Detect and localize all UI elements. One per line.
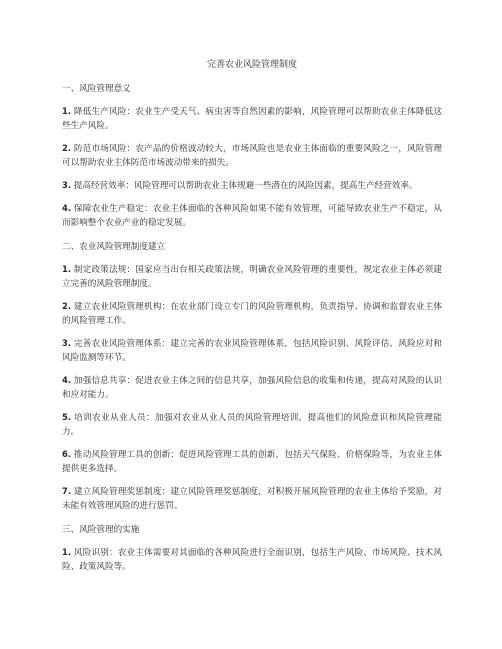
item-number: 5.: [62, 412, 72, 422]
item-number: 3.: [62, 180, 72, 190]
list-item: [62, 447, 442, 476]
item-number: 4.: [62, 375, 72, 385]
item-text: 提高经营效率：风险管理可以帮助农业主体规避一些潜在的风险因素，提高生产经营效率。: [73, 181, 418, 191]
list-item: [62, 104, 442, 133]
item-text: 建立农业风险管理机构：在农业部门设立专门的风险管理机构，负责指导、协调和监督农业主体的风险管理工作。: [62, 302, 442, 326]
list-item: [62, 410, 442, 439]
list-item: [62, 201, 442, 230]
item-text: 培训农业从业人员：加强对农业从业人员的风险管理培训，提高他们的风险意识和风险管理能力。: [62, 413, 442, 437]
list-item: [62, 262, 442, 291]
list-item: [62, 299, 442, 328]
item-text: 保障农业生产稳定：农业主体面临的各种风险如果不能有效管理，可能导致农业生产不稳定，从而影响整个农业产业的稳定发展。: [62, 204, 442, 228]
document-page: [62, 58, 442, 582]
item-number: 2.: [62, 143, 72, 153]
item-number: 1.: [62, 106, 72, 116]
item-text: 加强信息共享：促进农业主体之间的信息共享，加强风险信息的收集和传递，提高对风险的认识和应对能力。: [62, 376, 442, 400]
list-item: [62, 545, 442, 574]
item-number: 3.: [62, 338, 72, 348]
list-item: [62, 484, 442, 513]
item-number: 6.: [62, 449, 72, 459]
list-item: [62, 141, 442, 170]
item-number: 1.: [62, 264, 72, 274]
item-text: 防范市场风险：农产品的价格波动较大，市场风险也是农业主体面临的重要风险之一，风险管理可以帮助农业主体防范市场波动带来的损失。: [62, 144, 442, 168]
list-item: [62, 336, 442, 365]
item-text: 推动风险管理工具的创新：促进风险管理工具的创新，包括天气保险、价格保险等，为农业主体提供更多选择。: [62, 450, 442, 474]
item-number: 1.: [62, 547, 72, 557]
item-number: 7.: [62, 486, 72, 496]
item-text: 建立风险管理奖惩制度：建立风险管理奖惩制度，对积极开展风险管理的农业主体给予奖励，对未能有效管理风险的进行惩罚。: [62, 487, 442, 511]
item-number: 4.: [62, 203, 72, 213]
item-number: 2.: [62, 301, 72, 311]
item-text: 制定政策法规：国家应当出台相关政策法规，明确农业风险管理的重要性，规定农业主体必须建立完善的风险管理制度。: [62, 265, 442, 289]
section-heading-1: 一、风险管理意义: [62, 84, 131, 94]
section-heading-2: 二、农业风险管理制度建立: [62, 242, 166, 252]
section-heading-3: 三、风险管理的实施: [62, 525, 140, 535]
list-item: [62, 373, 442, 402]
list-item: [62, 178, 442, 193]
item-text: 降低生产风险：农业生产受天气、病虫害等自然因素的影响，风险管理可以帮助农业主体降低这些生产风险。: [62, 107, 442, 131]
item-text: 完善农业风险管理体系：建立完善的农业风险管理体系，包括风险识别、风险评估、风险应对和风险监测等环节。: [62, 339, 442, 363]
item-text: 风险识别：农业主体需要对其面临的各种风险进行全面识别，包括生产风险、市场风险、技术风险、政策风险等。: [62, 548, 442, 572]
document-title: 完善农业风险管理制度: [206, 60, 297, 70]
